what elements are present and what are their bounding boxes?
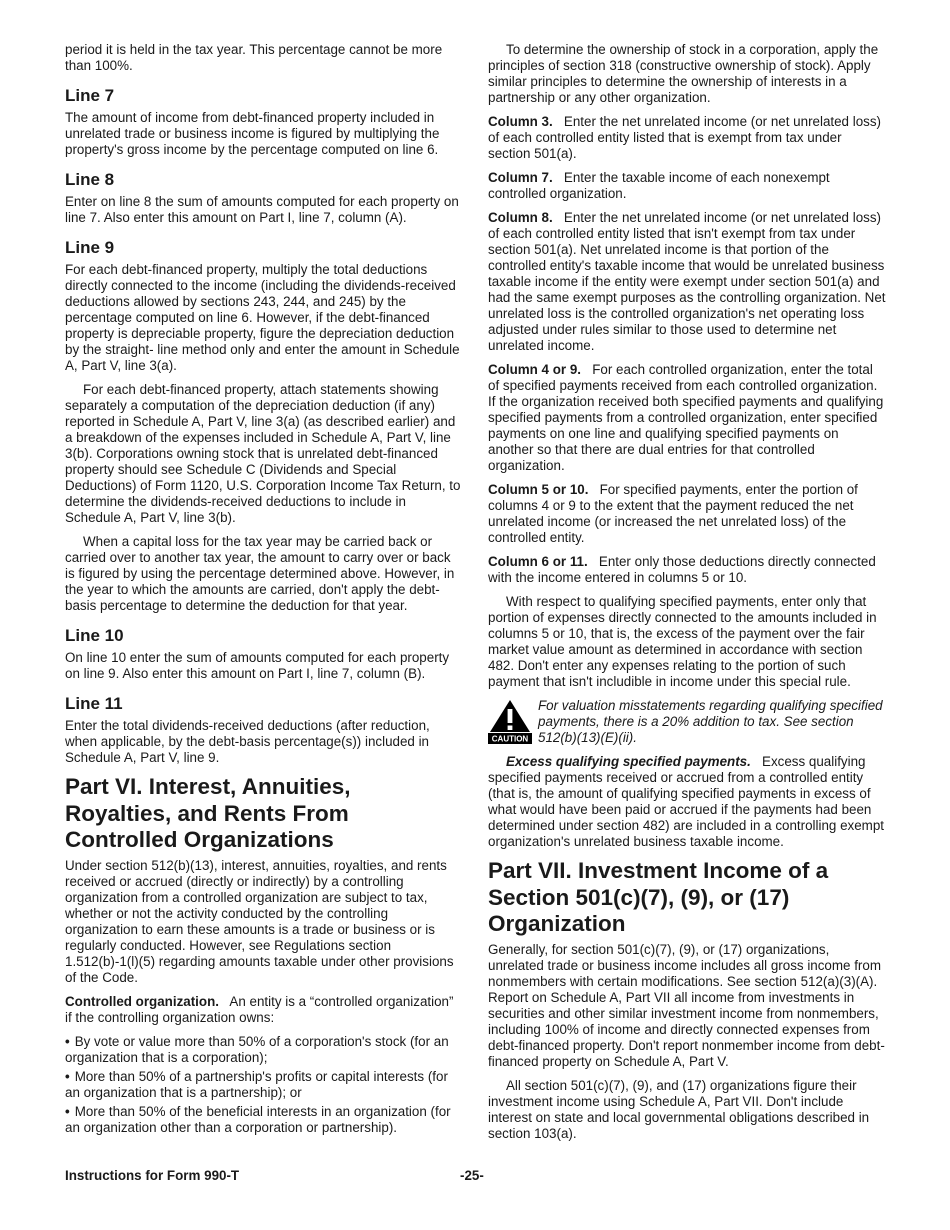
run-in-heading: Column 3. [488,114,553,129]
line9-heading: Line 9 [65,238,115,257]
left-column [65,42,463,1139]
run-in-heading: Column 5 or 10. [488,482,589,497]
column7-paragraph: Column 7. Enter the taxable income of each nonexempt controlled organization. [488,170,830,201]
line10-heading: Line 10 [65,626,124,645]
bullet-mark: • [65,1103,70,1119]
column8-paragraph: Column 8. Enter the net unrelated income (or net unrelated loss) of each controlled entity listed that isn't exempt from tax under section 501(a). Net unrelated income is that portion of the controlled entity's taxable income that would be unrelated business taxable income if the entity were exempt under section 501(a) and had the same exempt purposes as the controlling organization. Net unrelated loss is the controlled organization's net operating loss adjusted under rules similar to those used to determine net unrelated income. [488,210,886,353]
part6-heading: Part VI. Interest, Annuities, Royalties, and Rents From Controlled Organizations [65,774,351,852]
bullet-mark: • [65,1068,70,1084]
right-column [488,42,886,1150]
column6-or-11-paragraph: Column 6 or 11. Enter only those deductions directly connected with the income entered in columns 5 or 10. [488,554,876,585]
line7-heading: Line 7 [65,86,115,105]
run-in-heading: Column 7. [488,170,553,185]
line8-heading: Line 8 [65,170,115,189]
paragraph: Under section 512(b)(13), interest, annuities, royalties, and rents received or accrued (directly or indirectly) by a controlling organization from a controlled organization are subject to tax, whether or not the activity conducted by the controlling organization to earn these amounts is a trade or business or is regularly conducted. However, see Regulations section 1.512(b)-1(l)(5) regarding amounts taxable under other provisions of the Code. [65,857,454,985]
paragraph: On line 10 enter the sum of amounts computed for each property on line 9. Also enter this amount on Part I, line 7, column (B). [65,650,450,681]
controlled-organization-paragraph [65,994,463,1026]
caution-text: For valuation misstatements regarding qualifying specified payments, there is a 20% addition to tax. See section 512(b)(13)(E)(ii). [538,698,883,745]
run-in-heading: Column 4 or 9. [488,362,582,377]
list-item: • More than 50% of the beneficial interests in an organization (for an organization other than a corporation or partnership). [65,1103,451,1135]
bullet-mark: • [65,1033,70,1049]
footer-form-name: Instructions for Form 990-T [65,1168,240,1183]
excess-payments-paragraph: Excess qualifying specified payments. Excess qualifying specified payments received or accrued from a controlled entity (that is, the amount of qualifying specified payments in excess of what would have been paid or accrued if the payments had been determined under section 482) are included in a controlling exempt organization's unrelated business taxable income. [488,754,885,849]
paragraph: The amount of income from debt-financed property included in unrelated trade or business income is figured by multiplying the property's gross income by the percentage computed on line 6. [65,110,440,157]
run-in-heading: Controlled organization. [65,993,219,1009]
line11-heading: Line 11 [65,694,123,713]
paragraph: To determine the ownership of stock in a corporation, apply the principles of section 318 (constructive ownership of stock). Apply similar principles to determine the ownership of interests in a partnership or any other organization. [488,42,879,105]
caution-note [488,698,886,746]
list-item: • More than 50% of a partnership's profits or capital interests (for an organization that is a partnership); or [65,1068,448,1100]
part7-heading: Part VII. Investment Income of a Section 501(c)(7), (9), or (17) Organization [488,858,829,936]
paragraph: period it is held in the tax year. This percentage cannot be more than 100%. [65,42,443,73]
run-in-heading: Column 8. [488,210,553,225]
paragraph: For each debt-financed property, attach statements showing separately a computation of the depreciation deduction (if any) reported in Schedule A, Part V, line 3(a) (as described earlier) and a breakdown of the expenses included in Schedule A, Part V, line 3(b). Corporations owning stock that is unrelated debt-financed property should see Schedule C (Dividends and Special Deductions) of Form 1120, U.S. Corporation Income Tax Return, to determine the dividends-received deductions to include in Schedule A, Part V, line 3(b). [65,382,461,525]
column4-or-9-paragraph: Column 4 or 9. For each controlled organization, enter the total of specified payments received from each controlled organization. If the organization received both specified payments and qualifying specified payments from a controlled organization, enter specified payments on one line and qualifying specified payments on another so that there are dual entries for that controlled organization. [488,362,884,473]
paragraph: For each debt-financed property, multiply the total deductions directly connected to the income (including the dividends-received deductions allowed by sections 243, 244, and 245) by the percentage computed on line 6. However, if the debt-financed property is depreciable property, figure the depreciation deduction by the straight- line method only and enter the amount in Schedule A, Part V, line 3(a). [65,262,460,373]
bullet-list [65,1034,463,1136]
column3-paragraph: Column 3. Enter the net unrelated income (or net unrelated loss) of each controlled entity listed that is exempt from tax under section 501(a). [488,114,881,161]
paragraph: Enter on line 8 the sum of amounts computed for each property on line 7. Also enter this amount on Part I, line 7, column (A). [65,194,459,225]
run-in-heading: Column 6 or 11. [488,554,588,569]
paragraph: When a capital loss for the tax year may be carried back or carried over to another tax year, the amount to carry over or back is figured by using the percentage determined above. However, in the year to which the amounts are carried, don't apply the debt-basis percentage to determine the deduction for that year. [65,534,455,613]
run-in-heading: Excess qualifying specified payments. [506,754,751,769]
column5-or-10-paragraph: Column 5 or 10. For specified payments, enter the portion of columns 4 or 9 to the extent that the payment reduced the net unrelated income (or increased the net unrelated loss) of the controlled entity. [488,482,858,545]
paragraph: All section 501(c)(7), (9), and (17) organizations figure their investment income using Schedule A, Part VII. Don't include interest on state and local governmental obligations described in section 103(a). [488,1077,870,1141]
list-item: • By vote or value more than 50% of a corporation's stock (for an organization that is a corporation); [65,1033,449,1065]
page-number: -25- [460,1168,484,1183]
caution-label: CAUTION [491,734,529,744]
paragraph: Enter the total dividends-received deductions (after reduction, when applicable, by the debt-basis percentage(s)) included in Schedule A, Part V, line 9. [65,718,430,765]
paragraph-text: An entity is a “controlled organization” if the controlling organization owns: [65,993,454,1025]
caution-icon [488,698,532,744]
paragraph: With respect to qualifying specified payments, enter only that portion of expenses directly connected to the amounts included in columns 5 or 10, that is, the excess of the payment over the fair market value amount as determined in accordance with section 482. Don't enter any expenses relating to the portion of such payment that isn't includible in income under this special rule. [488,594,877,689]
paragraph: Generally, for section 501(c)(7), (9), or (17) organizations, unrelated trade or business income includes all gross income from nonmembers with certain modifications. See section 512(a)(3)(A). Report on Schedule A, Part VII all income from investments in securities and other similar investment income from nonmembers, including 100% of income and directly connected expenses from debt-financed property. Don't report nonmember income from debt-financed property on Schedule A, Part V. [488,941,885,1069]
